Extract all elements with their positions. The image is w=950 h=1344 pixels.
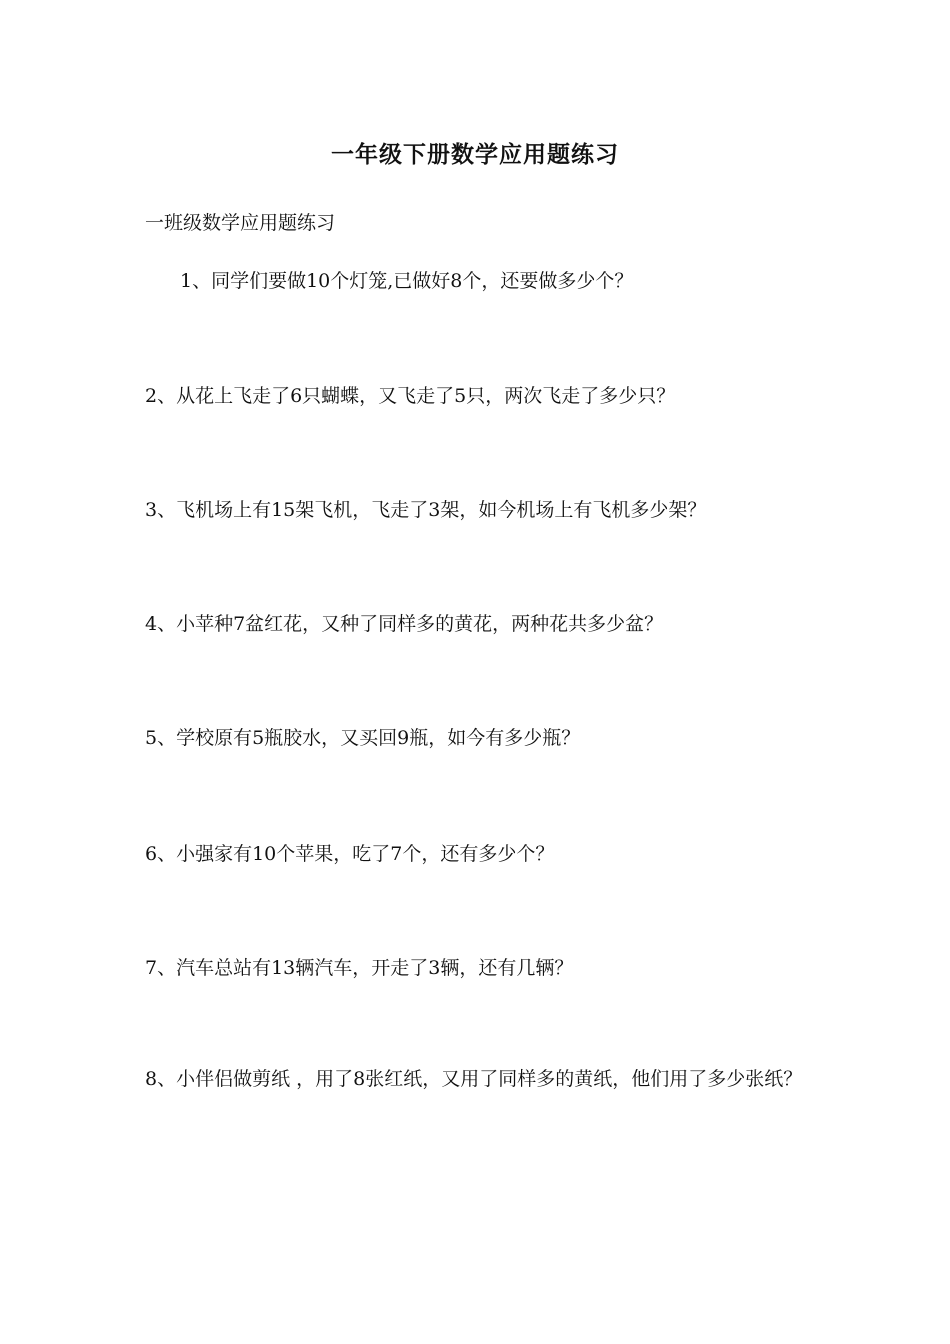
question-2: 2、从花上飞走了6只蝴蝶，又飞走了5只，两次飞走了多少只？: [145, 385, 676, 407]
question-4: 4、小苹种7盆红花，又种了同样多的黄花，两种花共多少盆？: [145, 613, 664, 635]
document-subtitle: 一班级数学应用题练习: [145, 212, 336, 234]
question-8: 8、小伴侣做剪纸 ，用了8张红纸，又用了同样多的黄纸，他们用了多少张纸？: [145, 1068, 803, 1090]
question-6: 6、小强家有10个苹果，吃了7个，还有多少个？: [145, 843, 555, 865]
document-title: 一年级下册数学应用题练习: [331, 141, 619, 168]
question-5: 5、学校原有5瓶胶水，又买回9瓶，如今有多少瓶？: [145, 727, 581, 749]
question-1: 1、同学们要做10个灯笼,已做好8个，还要做多少个？: [180, 270, 634, 292]
question-7: 7、汽车总站有13辆汽车，开走了3辆，还有几辆？: [145, 957, 574, 979]
question-3: 3、飞机场上有15架飞机，飞走了3架，如今机场上有飞机多少架？: [145, 499, 707, 521]
